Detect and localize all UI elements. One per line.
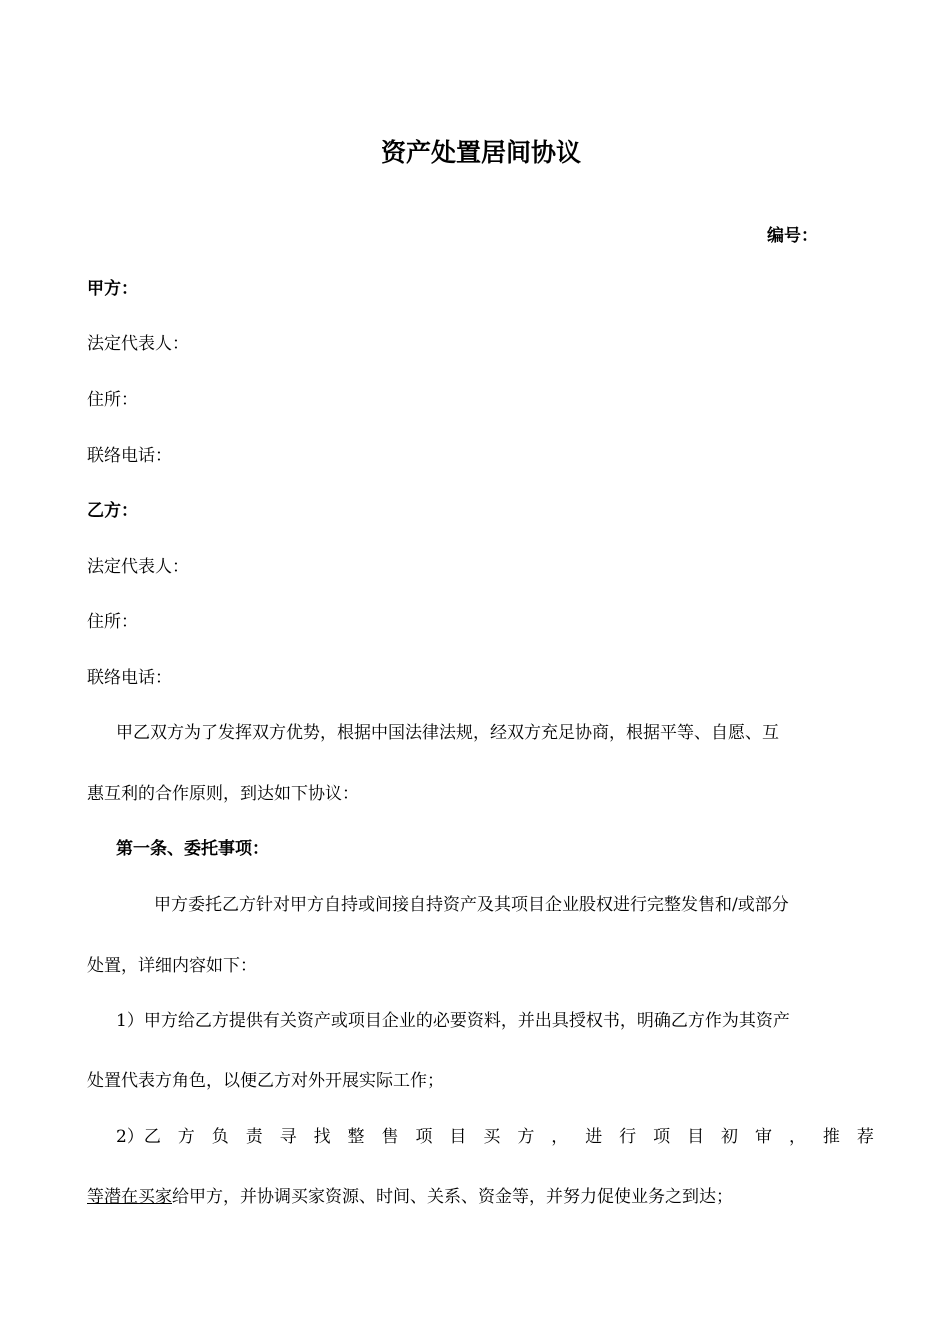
item-2-line-1-char: 审 — [754, 1127, 772, 1147]
intro-paragraph-line-2: 惠互利的合作原则，到达如下协议： — [87, 784, 359, 804]
article-1-heading: 第一条、委托事项： — [116, 839, 269, 859]
item-2-line-1-char: 进 — [585, 1127, 603, 1147]
item-1-line-1: 1）甲方给乙方提供有关资产或项目企业的必要资料，并出具授权书，明确乙方作为其资产 — [116, 1011, 790, 1031]
article-1-line-1: 甲方委托乙方针对甲方自持或间接自持资产及其项目企业股权进行完整发售和/或部分 — [154, 895, 789, 915]
item-2-line-1-char: 目 — [687, 1127, 705, 1147]
item-2-line-1-char: 行 — [619, 1127, 637, 1147]
item-2-line-1 — [116, 1127, 874, 1147]
party-a-heading: 甲方： — [87, 279, 138, 299]
article-1-line-2: 处置，详细内容如下： — [87, 956, 257, 976]
item-2-line-1-char: 寻 — [279, 1127, 297, 1147]
item-2-line-1-char: 买 — [483, 1127, 501, 1147]
party-a-representative: 法定代表人： — [87, 334, 189, 354]
document-title: 资产处置居间协议 — [380, 138, 581, 167]
party-a-phone: 联络电话： — [87, 446, 172, 466]
contract-number-label: 编号： — [767, 226, 818, 246]
item-2-line-1-char: 2）乙 — [116, 1127, 161, 1147]
item-2-line-1-char: 推 — [822, 1127, 840, 1147]
item-2-line-1-char: 责 — [245, 1127, 263, 1147]
item-2-line-1-char: 项 — [653, 1127, 671, 1147]
party-b-heading: 乙方： — [87, 501, 138, 521]
item-2-line-1-char: 方 — [517, 1127, 535, 1147]
party-b-phone: 联络电话： — [87, 668, 172, 688]
item-2-line-2-rest: 给甲方，并协调买家资源、时间、关系、资金等，并努力促使业务之到达； — [172, 1187, 733, 1207]
item-2-line-1-char: ， — [551, 1127, 569, 1147]
item-2-line-1-char: 整 — [347, 1127, 365, 1147]
item-2-line-2 — [87, 1187, 733, 1207]
item-2-line-1-char: 项 — [415, 1127, 433, 1147]
item-2-line-1-char: 方 — [177, 1127, 195, 1147]
item-2-line-1-char: 荐 — [856, 1127, 874, 1147]
underlined-phrase: 等潜在买家 — [87, 1187, 172, 1207]
item-1-line-2: 处置代表方角色，以便乙方对外开展实际工作； — [87, 1071, 444, 1091]
party-a-address: 住所： — [87, 390, 138, 410]
party-b-representative: 法定代表人： — [87, 557, 189, 577]
item-2-line-1-char: ， — [788, 1127, 806, 1147]
item-2-line-1-char: 负 — [211, 1127, 229, 1147]
party-b-address: 住所： — [87, 612, 138, 632]
item-2-line-1-char: 初 — [721, 1127, 739, 1147]
item-2-line-1-char: 售 — [381, 1127, 399, 1147]
item-2-line-1-char: 目 — [449, 1127, 467, 1147]
intro-paragraph-line-1: 甲乙双方为了发挥双方优势，根据中国法律法规，经双方充足协商，根据平等、自愿、互 — [116, 723, 779, 743]
item-2-line-1-char: 找 — [313, 1127, 331, 1147]
